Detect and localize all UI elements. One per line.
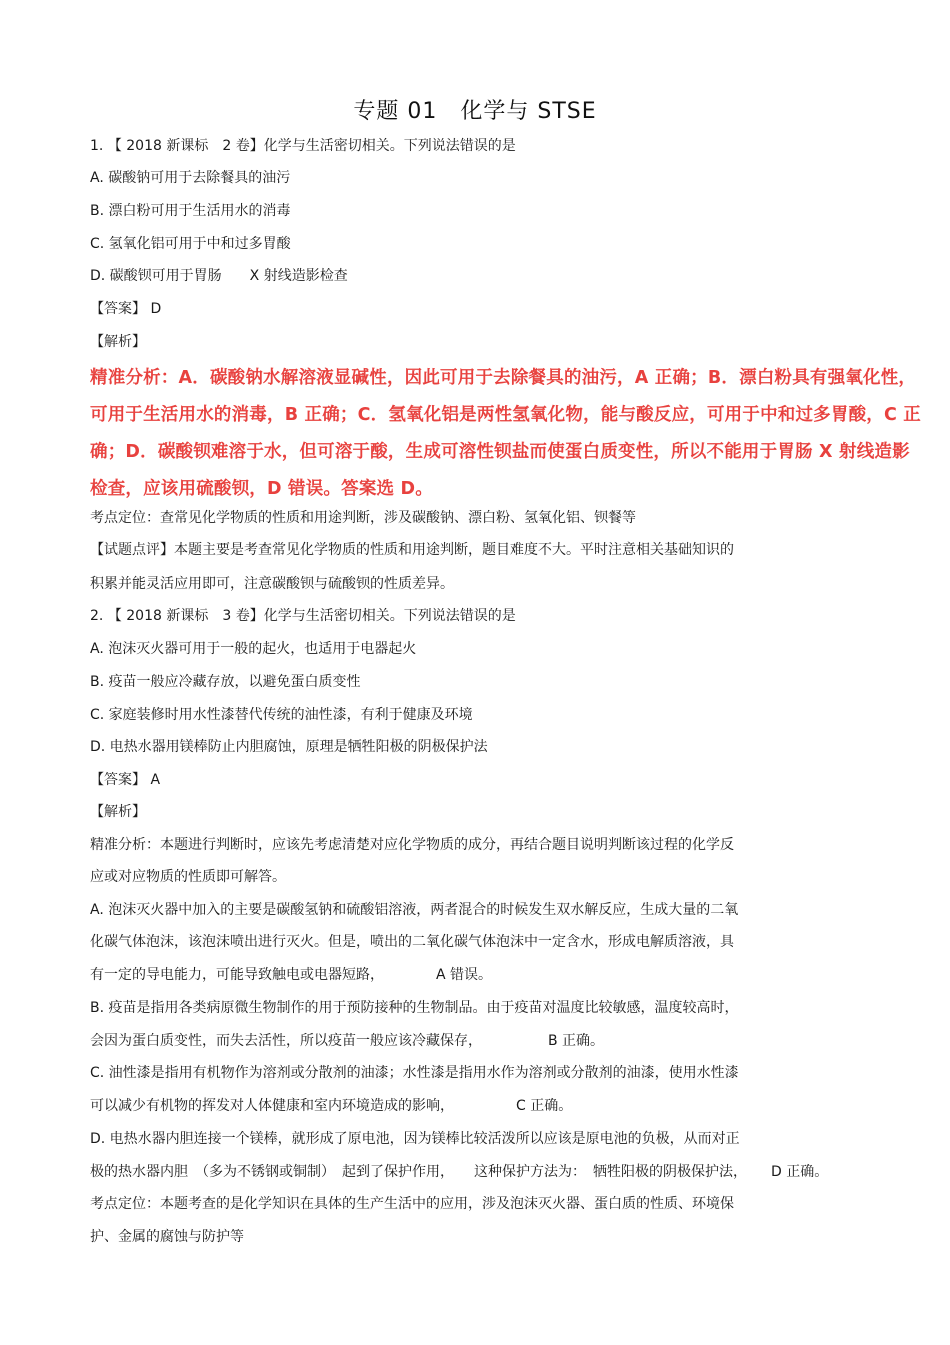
q1-analysis-red-line-1: 精准分析：A．碳酸钠水解溶液显碱性，因此可用于去除餐具的油污，A 正确；B．漂白粉具有强氧化性， (90, 368, 917, 388)
page-title: 专题 01 化学与 STSE (353, 99, 597, 124)
q2-analysis-intro-2: 应或对应物质的性质即可解答。 (90, 869, 286, 885)
q2-analysis-a-3 (90, 965, 492, 985)
q2-analysis-c-1: C. 油性漆是指用有机物作为溶剂或分散剂的油漆；水性漆是指用水作为溶剂或分散剂的油漆，使用水性漆 (90, 1065, 739, 1081)
q2-answer: 【答案】 A (90, 772, 161, 788)
q2-analysis-b-2 (90, 1031, 604, 1051)
q2-analysis-c-2-text: 可以减少有机物的挥发对人体健康和室内环境造成的影响， (90, 1098, 454, 1114)
q1-analysis-label: 【解析】 (90, 334, 146, 350)
q2-analysis-b-2-text: 会因为蛋白质变性，而失去活性，所以疫苗一般应该冷藏保存， (90, 1033, 482, 1049)
q1-option-a: A. 碳酸钠可用于去除餐具的油污 (90, 170, 291, 186)
q2-analysis-b-1: B. 疫苗是指用各类病原微生物制作的用于预防接种的生物制品。由于疫苗对温度比较敏感，温度较高时， (90, 1000, 739, 1016)
q2-analysis-a-2: 化碳气体泡沫，该泡沫喷出进行灭火。但是，喷出的二氧化碳气体泡沫中一定含水，形成电解质溶液，具 (90, 934, 734, 950)
q1-answer: 【答案】 D (90, 301, 162, 317)
q1-stem: 1. 【 2018 新课标 2 卷】化学与生活密切相关。下列说法错误的是 (90, 138, 516, 154)
q1-analysis-red-line-4: 检查，应该用硫酸钡，D 错误。答案选 D。 (90, 479, 433, 499)
q2-analysis-d-2-text-a: 极的热水器内胆 （多为不锈钢或铜制） 起到了保护作用， (90, 1164, 454, 1180)
q2-stem: 2. 【 2018 新课标 3 卷】化学与生活密切相关。下列说法错误的是 (90, 608, 516, 624)
q2-analysis-label: 【解析】 (90, 804, 146, 820)
q2-option-d: D. 电热水器用镁棒防止内胆腐蚀，原理是牺牲阳极的阴极保护法 (90, 739, 488, 755)
q2-analysis-d-1: D. 电热水器内胆连接一个镁棒，就形成了原电池，因为镁棒比较活泼所以应该是原电池的负极，从而对正 (90, 1131, 740, 1147)
q2-option-a: A. 泡沫灭火器可用于一般的起火，也适用于电器起火 (90, 641, 417, 657)
q1-analysis-red-line-2: 可用于生活用水的消毒，B 正确；C．氢氧化铝是两性氢氧化物，能与酸反应，可用于中和过多胃酸，C 正 (90, 405, 922, 425)
q2-analysis-d-2 (90, 1162, 828, 1182)
q2-kaodian-line-1: 考点定位：本题考查的是化学知识在具体的生产生活中的应用，涉及泡沫灭火器、蛋白质的性质、环境保 (90, 1196, 734, 1212)
q2-analysis-d-verdict: D 正确。 (771, 1164, 829, 1180)
q2-analysis-intro-1: 精准分析：本题进行判断时，应该先考虑清楚对应化学物质的成分，再结合题目说明判断该过程的化学反 (90, 837, 734, 853)
q1-analysis-red-line-3: 确；D．碳酸钡难溶于水，但可溶于酸，生成可溶性钡盐而使蛋白质变性，所以不能用于胃肠 X 射线造影 (90, 442, 910, 462)
q2-option-b: B. 疫苗一般应冷藏存放，以避免蛋白质变性 (90, 674, 361, 690)
q1-kaodian: 考点定位：查常见化学物质的性质和用途判断，涉及碳酸钠、漂白粉、氢氧化铝、钡餐等 (90, 510, 636, 526)
q2-option-c: C. 家庭装修时用水性漆替代传统的油性漆，有利于健康及环境 (90, 707, 473, 723)
q1-comment-line-2: 积累并能灵活应用即可，注意碳酸钡与硫酸钡的性质差异。 (90, 576, 454, 592)
q1-option-c: C. 氢氧化铝可用于中和过多胃酸 (90, 236, 291, 252)
q1-option-d: D. 碳酸钡可用于胃肠 X 射线造影检查 (90, 268, 348, 284)
q2-analysis-c-2 (90, 1096, 572, 1116)
q1-option-b: B. 漂白粉可用于生活用水的消毒 (90, 203, 291, 219)
q2-analysis-d-2-text-b: 这种保护方法为： 牺牲阳极的阴极保护法， (474, 1164, 747, 1180)
q2-analysis-c-verdict: C 正确。 (516, 1098, 573, 1114)
q2-analysis-b-verdict: B 正确。 (548, 1033, 605, 1049)
q2-kaodian-line-2: 护、金属的腐蚀与防护等 (90, 1229, 244, 1245)
q2-analysis-a-3-text: 有一定的导电能力，可能导致触电或电器短路， (90, 967, 384, 983)
q2-analysis-a-verdict: A 错误。 (436, 967, 493, 983)
q2-analysis-a-1: A. 泡沫灭火器中加入的主要是碳酸氢钠和硫酸铝溶液，两者混合的时候发生双水解反应，生成大量的二氧 (90, 902, 739, 918)
q1-comment-line-1: 【试题点评】本题主要是考查常见化学物质的性质和用途判断，题目难度不大。平时注意相关基础知识的 (90, 542, 734, 558)
